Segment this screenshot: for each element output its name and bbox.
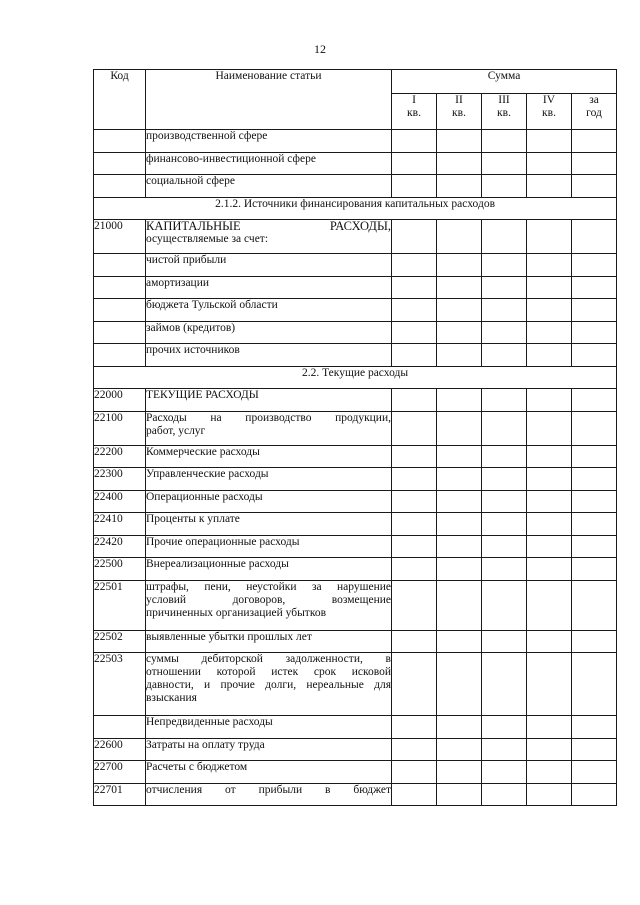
table-row [94,299,617,322]
table-row [94,630,617,653]
row-code: 22420 [94,535,146,558]
row-name: социальной сфере [146,175,392,198]
row-name: Внереализационные расходы [146,558,392,581]
table-row [94,738,617,761]
table-row [94,254,617,277]
row-code: 22600 [94,738,146,761]
row-code: 22400 [94,490,146,513]
row-name: штрафы, пени, неустойки за нарушение условий договоров, возмещение причиненных организацией убытков [146,580,392,630]
row-code: 22410 [94,513,146,536]
row-name: КАПИТАЛЬНЫЕ РАСХОДЫ, осуществляемые за счет: [146,220,392,254]
row-code: 22701 [94,783,146,806]
row-name: Коммерческие расходы [146,445,392,468]
table-row [94,152,617,175]
row-name: прочих источников [146,344,392,367]
table-row [94,445,617,468]
row-code [94,299,146,322]
column-header-q1: I кв. [392,94,437,130]
table-row [94,321,617,344]
table-row [94,513,617,536]
row-name: амортизации [146,276,392,299]
row-code [94,130,146,153]
table-row [94,535,617,558]
row-name: отчисления от прибыли в бюджет [146,783,392,806]
table-row [94,276,617,299]
row-code [94,321,146,344]
row-name: Расходы на производство продукции, работ, услуг [146,411,392,445]
section-title: 2.1.2. Источники финансирования капитальных расходов [94,197,617,220]
row-code [94,344,146,367]
table-row [94,761,617,784]
row-code: 22200 [94,445,146,468]
column-header-q2: II кв. [437,94,482,130]
row-code [94,175,146,198]
row-name: бюджета Тульской области [146,299,392,322]
row-code [94,152,146,175]
row-name: ТЕКУЩИЕ РАСХОДЫ [146,389,392,412]
table-row [94,716,617,739]
section-title: 2.2. Текущие расходы [94,366,617,389]
row-code: 22700 [94,761,146,784]
row-name: Расчеты с бюджетом [146,761,392,784]
row-name: выявленные убытки прошлых лет [146,630,392,653]
row-name: производственной сфере [146,130,392,153]
row-name: чистой прибыли [146,254,392,277]
table-row [94,783,617,806]
section-row [94,366,617,389]
row-code: 22503 [94,653,146,716]
column-header-code: Код [94,70,146,130]
row-code [94,276,146,299]
page-number: 12 [314,42,326,56]
table-row [94,411,617,445]
row-code: 22502 [94,630,146,653]
table-row [94,130,617,153]
row-code: 22501 [94,580,146,630]
row-code [94,254,146,277]
table-row [94,558,617,581]
row-code: 22000 [94,389,146,412]
row-name: Управленческие расходы [146,468,392,491]
table-row [94,490,617,513]
table-row [94,220,617,254]
table-row [94,175,617,198]
expense-table [93,69,617,806]
row-name: Затраты на оплату труда [146,738,392,761]
column-header-year: за год [572,94,617,130]
row-name: Прочие операционные расходы [146,535,392,558]
table-row [94,468,617,491]
column-header-sum: Сумма [392,70,617,94]
row-code: 22500 [94,558,146,581]
column-header-name: Наименование статьи [146,70,392,130]
row-name: Непредвиденные расходы [146,716,392,739]
row-code: 21000 [94,220,146,254]
section-row [94,197,617,220]
column-header-q3: III кв. [482,94,527,130]
row-code: 22300 [94,468,146,491]
row-name: Проценты к уплате [146,513,392,536]
row-name: финансово-инвестиционной сфере [146,152,392,175]
table-row [94,653,617,716]
row-name: Операционные расходы [146,490,392,513]
row-code [94,716,146,739]
column-header-q4: IV кв. [527,94,572,130]
row-name: займов (кредитов) [146,321,392,344]
table-row [94,580,617,630]
row-code: 22100 [94,411,146,445]
row-name: суммы дебиторской задолженности, в отношении которой истек срок исковой давности, и прочие долги, нереальные для взыскания [146,653,392,716]
table-row [94,344,617,367]
table-row [94,389,617,412]
